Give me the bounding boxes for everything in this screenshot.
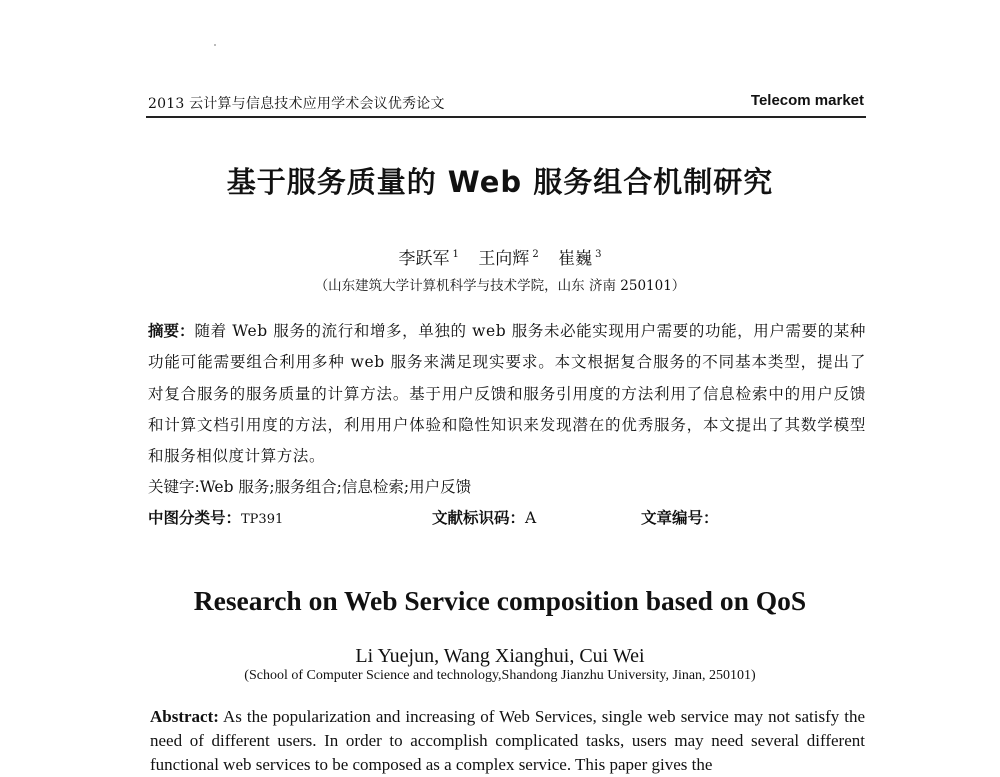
journal-name: Telecom market [750, 92, 864, 109]
chinese-title: 基于服务质量的 Web 服务组合机制研究 [226, 165, 774, 199]
keywords-label: 关键字: [148, 478, 200, 496]
article-no-label: 文章编号： [641, 509, 719, 527]
author-name: 崔巍 [558, 249, 593, 269]
doc-code-label: 文献标识码： [432, 509, 526, 527]
chinese-authors [0, 244, 1000, 269]
doc-code-value: A [525, 509, 537, 527]
english-title: Research on Web Service composition based on QoS [193, 585, 807, 616]
scan-speck [214, 44, 216, 46]
author-name: 李跃军 [398, 249, 450, 269]
clc-label: 中图分类号： [148, 509, 242, 527]
author-affil-mark: 2 [532, 249, 539, 260]
english-affiliation: (School of Computer Science and technology,Shandong Jianzhu University, Jinan, 250101) [244, 668, 756, 683]
clc-number [148, 506, 283, 528]
conference-name: 2013 云计算与信息技术应用学术会议优秀论文 [148, 96, 445, 112]
classification-row [148, 506, 866, 528]
author-affil-mark: 1 [452, 249, 459, 260]
abstract-text: As the popularization and increasing of Web Services, single web service may not satisfy the need of different users. In order to accomplish complicated tasks, users may need several different functional web services to be composed as a complex service. This paper gives the [150, 707, 866, 774]
english-authors: Li Yuejun, Wang Xianghui, Cui Wei [355, 645, 645, 667]
document-code [432, 506, 536, 528]
author-affil-mark: 3 [595, 249, 602, 260]
chinese-affiliation: （山东建筑大学计算机科学与技术学院，山东 济南 250101） [314, 278, 686, 294]
keywords-text: Web 服务;服务组合;信息检索;用户反馈 [199, 478, 472, 496]
abstract-label: Abstract: [150, 707, 219, 726]
author-name: 王向辉 [478, 249, 530, 269]
article-number [641, 506, 719, 528]
abstract-label: 摘要： [148, 322, 195, 340]
header-rule [146, 116, 866, 118]
abstract-text: 随着 Web 服务的流行和增多，单独的 web 服务未必能实现用户需要的功能，用户需要的某种功能可能需要组合利用多种 web 服务来满足现实要求。本文根据复合服务的不同基本类型，提出了对复合服务的服务质量的计算方法。基于用户反馈和服务引用度的方法利用了信息检索中的用户反馈和计算文档引用度的方法，利用用户体验和隐性知识来发现潜在的优秀服务，本文提出了其数学模型和服务相似度计算方法。 [148, 322, 866, 466]
clc-value: TP391 [241, 512, 284, 527]
english-abstract [150, 705, 866, 774]
chinese-abstract [148, 316, 866, 472]
chinese-keywords [148, 475, 471, 497]
running-header [146, 92, 866, 116]
